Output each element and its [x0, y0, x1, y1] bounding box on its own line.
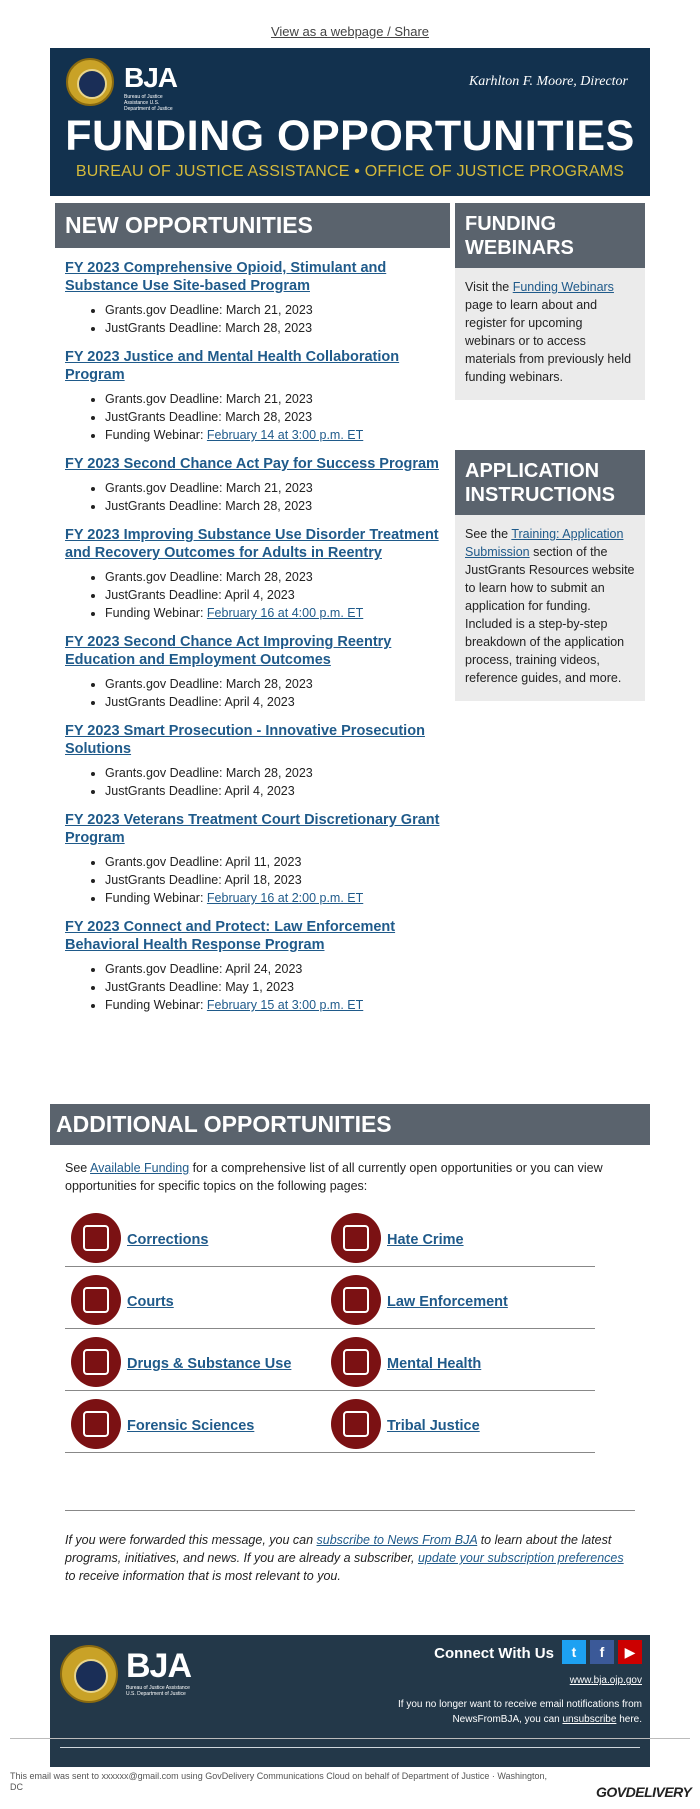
topic-link[interactable]: Tribal Justice — [387, 1418, 480, 1434]
deadline-list — [105, 568, 440, 622]
deadline-item: • Grants.gov Deadline: April 11, 2023 — [105, 853, 440, 871]
email-body — [50, 48, 650, 1725]
topic-item — [65, 1205, 335, 1267]
unsubscribe-note: If you no longer want to receive email notifications from NewsFromBJA, you can unsubscribe here. — [397, 1699, 642, 1725]
opportunity-title-link[interactable]: FY 2023 Second Chance Act Pay for Success Program — [65, 456, 439, 472]
opportunity-title-link[interactable]: FY 2023 Improving Substance Use Disorder Treatment and Recovery Outcomes for Adults in Reentry — [65, 527, 439, 561]
head-icon[interactable] — [331, 1337, 381, 1387]
unsubscribe-link[interactable]: unsubscribe — [562, 1714, 617, 1725]
deadline-item: • JustGrants Deadline: April 4, 2023 — [105, 782, 440, 800]
page-title: FUNDING OPPORTUNITIES — [65, 112, 635, 160]
deadline-item: • Grants.gov Deadline: March 28, 2023 — [105, 568, 440, 586]
deadline-list — [105, 764, 440, 800]
funding-webinars-box — [455, 203, 645, 400]
deadline-list — [105, 301, 440, 337]
footer-divider — [60, 1747, 640, 1748]
opportunity-title-link[interactable]: FY 2023 Second Chance Act Improving Reentry Education and Employment Outcomes — [65, 634, 392, 668]
bja-footer-logo: BJA — [126, 1647, 192, 1685]
webinar-item: • Funding Webinar: February 16 at 2:00 p.m. ET — [105, 889, 440, 907]
deadline-item: • JustGrants Deadline: April 4, 2023 — [105, 586, 440, 604]
deadline-list — [105, 479, 440, 515]
deadline-item: • JustGrants Deadline: May 1, 2023 — [105, 978, 440, 996]
deadline-item: • Grants.gov Deadline: March 21, 2023 — [105, 390, 440, 408]
opportunity-title-link[interactable]: FY 2023 Smart Prosecution - Innovative Prosecution Solutions — [65, 723, 425, 757]
pill-bottle-icon[interactable] — [71, 1337, 121, 1387]
topic-link[interactable]: Corrections — [127, 1232, 209, 1248]
topic-item — [325, 1329, 595, 1391]
opportunity-title-link[interactable]: FY 2023 Connect and Protect: Law Enforcement Behavioral Health Response Program — [65, 919, 396, 953]
new-opportunities-heading: NEW OPPORTUNITIES — [55, 203, 450, 248]
topic-link[interactable]: Law Enforcement — [387, 1294, 508, 1310]
topic-link[interactable]: Hate Crime — [387, 1232, 464, 1248]
topic-item — [325, 1391, 595, 1453]
subscribe-link[interactable]: subscribe to News From BJA — [316, 1533, 478, 1547]
magnifier-icon[interactable] — [71, 1399, 121, 1449]
deadline-item: • JustGrants Deadline: April 4, 2023 — [105, 693, 440, 711]
additional-opportunities-heading: ADDITIONAL OPPORTUNITIES — [50, 1104, 650, 1145]
webinar-item: • Funding Webinar: February 14 at 3:00 p.m. ET — [105, 426, 440, 444]
delivery-note: This email was sent to xxxxxx@gmail.com using GovDelivery Communications Cloud on behalf of Department of Justice · Washington, DC — [10, 1771, 548, 1792]
opportunity-item — [55, 918, 450, 1014]
deadline-item: • JustGrants Deadline: March 28, 2023 — [105, 408, 440, 426]
hate-crime-icon[interactable] — [331, 1213, 381, 1263]
forward-note: If you were forwarded this message, you can subscribe to News From BJA to learn about the latest programs, initiatives, and news. If you are already a subscriber, update your subscription preferences to receive information that is most relevant to you. — [65, 1510, 635, 1585]
footer — [50, 1635, 650, 1767]
opportunity-item — [55, 722, 450, 800]
bja-logo: BJA — [124, 62, 178, 93]
additional-intro: See Available Funding for a comprehensive list of all currently open opportunities or you can view opportunities for specific topics on the following pages: — [65, 1161, 603, 1193]
topic-link[interactable]: Forensic Sciences — [127, 1418, 255, 1434]
topic-link[interactable]: Courts — [127, 1294, 174, 1310]
govdelivery-logo: GOVDELIVERY — [596, 1784, 692, 1800]
funding-webinars-link[interactable]: Funding Webinars — [512, 280, 614, 294]
webinar-link[interactable]: February 16 at 2:00 p.m. ET — [206, 891, 364, 905]
badge-icon[interactable] — [331, 1275, 381, 1325]
bja-site-link[interactable]: www.bja.ojp.gov — [569, 1675, 642, 1686]
deadline-item: • Grants.gov Deadline: March 21, 2023 — [105, 479, 440, 497]
bottom-divider — [10, 1738, 690, 1739]
funding-webinars-heading: FUNDING WEBINARS — [455, 203, 645, 268]
doj-seal-footer-icon — [60, 1645, 118, 1703]
application-instructions-heading: APPLICATION INSTRUCTIONS — [455, 450, 645, 515]
deadline-list — [105, 853, 440, 907]
deadline-item: • Grants.gov Deadline: March 21, 2023 — [105, 301, 440, 319]
opportunity-item — [55, 633, 450, 711]
deadline-list — [105, 390, 440, 444]
opportunity-item — [55, 259, 450, 337]
doj-seal-icon — [66, 58, 114, 106]
opportunity-title-link[interactable]: FY 2023 Veterans Treatment Court Discretionary Grant Program — [65, 812, 440, 846]
deadline-item: • JustGrants Deadline: March 28, 2023 — [105, 497, 440, 515]
topic-item — [65, 1267, 335, 1329]
connect-with-us: Connect With Us — [434, 1645, 554, 1662]
facebook-icon[interactable]: f — [590, 1640, 614, 1664]
deadline-list — [105, 675, 440, 711]
courthouse-icon[interactable] — [71, 1275, 121, 1325]
topic-item — [65, 1391, 335, 1453]
additional-opportunities — [50, 1104, 650, 1585]
webinar-link[interactable]: February 15 at 3:00 p.m. ET — [206, 998, 364, 1012]
webinar-link[interactable]: February 14 at 3:00 p.m. ET — [206, 428, 364, 442]
new-opportunities — [55, 203, 450, 1014]
page-subtitle: BUREAU OF JUSTICE ASSISTANCE • OFFICE OF JUSTICE PROGRAMS — [75, 163, 625, 180]
deadline-item: • Grants.gov Deadline: March 28, 2023 — [105, 675, 440, 693]
youtube-icon[interactable]: ▶ — [618, 1640, 642, 1664]
opportunity-title-link[interactable]: FY 2023 Justice and Mental Health Collaboration Program — [65, 349, 400, 383]
building-icon[interactable] — [71, 1213, 121, 1263]
deadline-item: • Grants.gov Deadline: March 28, 2023 — [105, 764, 440, 782]
topic-link[interactable]: Mental Health — [387, 1356, 482, 1372]
opportunity-item — [55, 811, 450, 907]
opportunity-title-link[interactable]: FY 2023 Comprehensive Opioid, Stimulant and Substance Use Site-based Program — [65, 260, 387, 294]
deadline-item: • JustGrants Deadline: April 18, 2023 — [105, 871, 440, 889]
funding-webinars-text: Visit the Funding Webinars page to learn about and register for upcoming webinars or to access materials from previously held funding webinars. — [465, 280, 632, 384]
webinar-link[interactable]: February 16 at 4:00 p.m. ET — [206, 606, 364, 620]
webinar-item: • Funding Webinar: February 15 at 3:00 p.m. ET — [105, 996, 440, 1014]
available-funding-link[interactable]: Available Funding — [90, 1161, 190, 1175]
gavel-icon[interactable] — [331, 1399, 381, 1449]
twitter-icon[interactable]: t — [562, 1640, 586, 1664]
topic-item — [65, 1329, 335, 1391]
topic-item — [325, 1267, 595, 1329]
topic-grid — [50, 1195, 650, 1510]
view-webpage-link[interactable]: View as a webpage / Share — [270, 24, 430, 39]
application-instructions-box — [455, 450, 645, 701]
topic-link[interactable]: Drugs & Substance Use — [127, 1356, 292, 1372]
deadline-list — [105, 960, 440, 1014]
deadline-item: • JustGrants Deadline: March 28, 2023 — [105, 319, 440, 337]
opportunity-item — [55, 348, 450, 444]
update-preferences-link[interactable]: update your subscription preferences — [417, 1551, 624, 1565]
header-banner — [50, 48, 650, 196]
opportunity-item — [55, 526, 450, 622]
training-application-link[interactable]: Training: Application Submission — [465, 527, 624, 559]
topic-item — [325, 1205, 595, 1267]
application-instructions-text: See the Training: Application Submission section of the JustGrants Resources website to learn how to submit an application for funding. Included is a step-by-step breakdown of the application process, training videos, reference guides, and more. — [465, 527, 635, 685]
deadline-item: • Grants.gov Deadline: April 24, 2023 — [105, 960, 440, 978]
view-as-webpage — [0, 24, 700, 39]
webinar-item: • Funding Webinar: February 16 at 4:00 p.m. ET — [105, 604, 440, 622]
bja-footer-logo-sub: Bureau of Justice Assistance U.S. Department of Justice — [126, 1685, 190, 1697]
bja-logo-sub: Bureau of Justice Assistance U.S. Department of Justice — [124, 94, 173, 112]
opportunity-item — [55, 455, 450, 515]
director-name: Karhlton F. Moore, Director — [468, 74, 628, 89]
